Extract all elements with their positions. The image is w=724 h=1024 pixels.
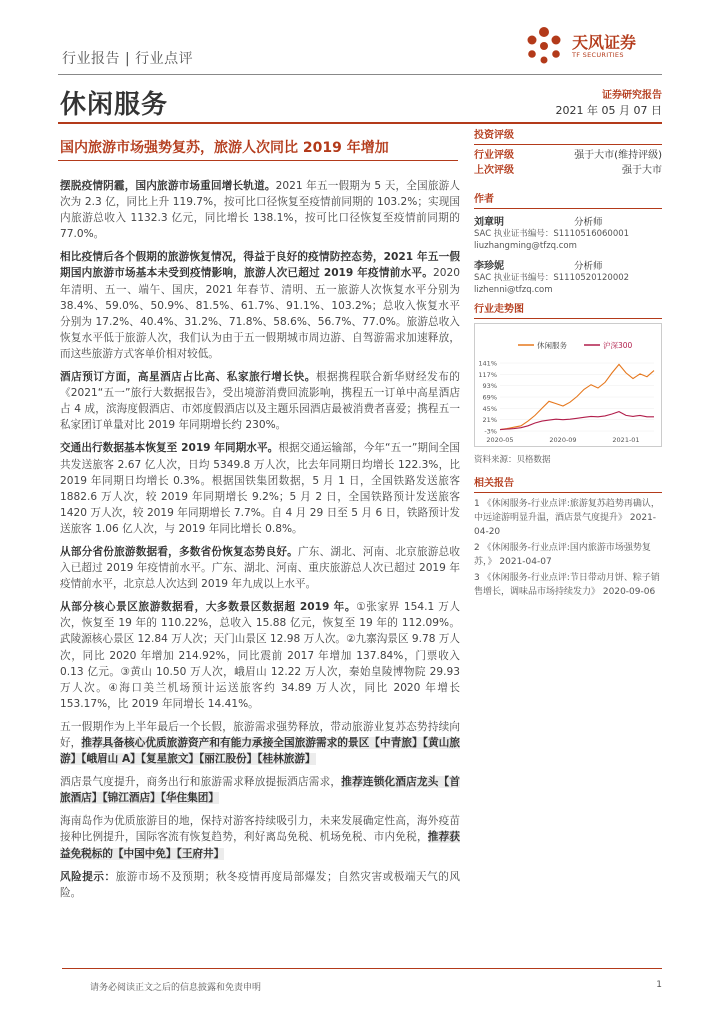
risk-paragraph <box>60 869 460 901</box>
prev-rating-row <box>474 163 662 178</box>
author-2-cert: SAC 执业证书编号：S1110520120002 <box>474 273 630 283</box>
p9-text: 海南岛作为优质旅游目的地，保持对游客持续吸引力，未来发展确定性高，海外疫苗接种比例提升，国际客流有恢复趋势，利好离岛免税、机场免税、市内免税， <box>60 815 460 844</box>
p3-lead: 酒店预订方面，高星酒店占比高、私家旅行增长快。 <box>60 371 316 384</box>
trend-title: 行业走势图 <box>474 300 662 319</box>
author-1 <box>474 213 662 252</box>
prev-rating-value: 强于大市 <box>622 165 662 176</box>
author-2-role: 分析师 <box>574 261 603 272</box>
industry-rating-row <box>474 148 662 163</box>
p4-lead: 交通出行数据基本恢复至 2019 年同期水平。 <box>60 442 279 455</box>
related-item-2[interactable] <box>474 541 662 569</box>
p2-text: 2020 年清明、五一、端午、国庆，2021 年春节、清明、五一旅游人次恢复水平分别为 38.4%、59.0%、50.9%、81.5%、61.7%、91.1%、103.2%；总收入恢复水平分别为 17.2%、40.4%、31.2%、71.8%、58.6%、56.7%、77.0%。旅游总收入恢复水平低于旅游人次，我们认为由于五一假期城市周边游、自驾游需求加速释放，而这些旅游方式客单价相对较低。 <box>60 267 460 360</box>
related-block <box>474 474 662 601</box>
related-list <box>474 497 662 599</box>
p2-lead: 相比疫情后各个假期的旅游恢复情况，得益于良好的疫情防控态势，2021 年五一假期国内旅游市场基本未受到疫情影响，旅游人次已超过 2019 年疫情前水平。 <box>60 251 460 280</box>
trend-chart <box>474 323 662 447</box>
p4-text: 根据交通运输部，今年“五一”期间全国共发送旅客 2.67 亿人次，日均 5349.8 万人次，比去年同期日均增长 122.3%，比 2019 年同期日均增长 0.3%。根据国铁集团数据，5 月 1 日，全国铁路发送旅客 1882.6 万人次，较 2019 年同期增长 9.2%；5 月 2 日，全国铁路预计发送旅客 1420 万人次，较 2019 年同期增长 7.7%。自 4 月 29 日至 5 月 6 日，铁路预计发送旅客 1.06 亿人次，与 2019 年同比增长 0.8%。 <box>60 442 460 535</box>
author-2 <box>474 257 662 296</box>
x-axis <box>486 436 639 444</box>
chart-source: 资料来源：贝格数据 <box>474 455 551 465</box>
p6-text: ①张家界 154.1 万人次，恢复至 19 年的 110.22%，总收入 15.88 亿元，恢复至 19 年的 112.09%。武陵源核心景区 12.84 万人次；天门山景区 12.98 万人次。②九寨沟景区 9.78 万人次，同比 2020 年增加 214.92%，同比震前 2017 年增加 137.84%，门票收入 0.13 亿元。③黄山 10.50 万人次，峨眉山 12.22 万人次，秦始皇陵博物院 29.93 万人次。④海口美兰机场预计运送旅客约 34.89 万人次，同比 2020 年增长 153.17%，比 2019 年同增长 14.41%。 <box>60 601 461 710</box>
risk-text: 旅游市场不及预期；秋冬疫情再度局部爆发；自然灾害或极端天气的风险。 <box>60 870 461 899</box>
p8-text: 酒店景气度提升，商务出行和旅游需求释放提振酒店需求， <box>60 776 342 789</box>
paragraph-8 <box>60 774 460 806</box>
x-tick-label: 2020-09 <box>549 436 577 444</box>
y-tick-label: -3% <box>484 427 497 436</box>
rating-block <box>474 126 662 178</box>
report-category: 行业报告 | 行业点评 <box>62 51 194 67</box>
related-3-text: 3 《休闲服务-行业点评:节日带动月饼、粽子销售增长，调味品市场持续发力》 <box>474 573 660 597</box>
industry-rating-label: 行业评级 <box>474 150 514 161</box>
rating-title: 投资评级 <box>474 126 662 145</box>
risk-lead: 风险提示： <box>60 870 116 883</box>
p9-recommend: 推荐获益免税标的【中国中免】【王府井】 <box>60 831 461 860</box>
p5-text: 广东、湖北、河南、北京旅游总收入已超过 2019 年疫情前水平。广东、湖北、河南、重庆旅游总人次已超过 2019 年疫情前水平，北京总人次达到 2019 年九成以上水平。 <box>60 545 460 591</box>
paragraph-6 <box>60 599 460 712</box>
p7-text: 五一假期作为上半年最后一个长假，旅游需求强势释放，带动旅游业复苏态势持续向好， <box>60 720 460 749</box>
tf-logo-icon <box>520 24 568 70</box>
related-2-date: 2021-04-07 <box>499 557 552 567</box>
y-tick-label: 69% <box>482 393 497 402</box>
paragraph-4 <box>60 440 460 537</box>
brand-name: 天风证券 <box>572 33 637 52</box>
page-number: 1 <box>656 980 662 990</box>
author-2-email[interactable]: lizhenni@tfzq.com <box>474 285 553 295</box>
paragraph-9 <box>60 813 460 861</box>
p5-lead: 从部分省份旅游数据看，多数省份恢复态势良好。 <box>60 545 298 558</box>
industry-rating-value: 强于大市(维持评级) <box>574 150 662 161</box>
paragraph-3 <box>60 369 460 433</box>
report-date: 2021 年 05 月 07 日 <box>555 104 662 117</box>
y-tick-label: 117% <box>478 370 497 379</box>
author-title: 作者 <box>474 190 662 209</box>
related-1-text: 1 《休闲服务-行业点评:旅游复苏趋势再确认，中远途游明显升温，酒店景气度提升》 <box>474 499 660 523</box>
author-1-email[interactable]: liuzhangming@tfzq.com <box>474 241 577 251</box>
paragraph-1 <box>60 178 460 242</box>
y-tick-label: 21% <box>482 416 497 425</box>
author-block <box>474 190 662 296</box>
x-tick-label: 2021-01 <box>612 436 640 444</box>
title-divider <box>58 122 662 124</box>
related-3-date: 2020-09-06 <box>602 587 656 597</box>
legend-label-leisure: 休闲服务 <box>537 341 567 350</box>
author-1-role: 分析师 <box>574 217 603 228</box>
related-item-3[interactable] <box>474 571 662 599</box>
related-item-1[interactable] <box>474 497 662 539</box>
author-2-name: 李珍妮 <box>474 261 504 272</box>
p7-recommend: 推荐具备核心优质旅游资产和有能力承接全国旅游需求的景区【中青旅】【黄山旅游】【峨眉山 A】【复星旅文】【丽江股份】【桂林旅游】 <box>60 737 461 766</box>
prev-rating-label: 上次评级 <box>474 165 514 176</box>
y-tick-label: 93% <box>482 382 497 391</box>
trend-block <box>474 300 662 466</box>
x-tick-label: 2020-05 <box>486 436 514 444</box>
related-title: 相关报告 <box>474 474 662 493</box>
brand-logo <box>520 24 670 70</box>
p3-text: 根据携程联合新华财经发布的《2021“五一”旅行大数据报告》，受出境游消费回流影响，携程五一订单中高星酒店占 4 成，滨海度假酒店、市郊度假酒店以及主题乐园酒店最被消费者喜爱；携程五一私家团订单量对比 2019 年同期增长约 230%。 <box>60 371 461 432</box>
legend-label-csi300: 沪深300 <box>603 341 633 350</box>
paragraph-5 <box>60 544 460 592</box>
p1-text: 2021 年五一假期为 5 天，全国旅游人次为 2.3 亿，同比上升 119.7%，按可比口径恢复至疫情前同期的 103.2%；实现国内旅游总收入 1132.3 亿元，同比增长 138.1%，按可比口径恢复至疫情前同期的 77.0%。 <box>60 180 461 241</box>
footer-divider <box>62 968 662 969</box>
y-tick-label: 141% <box>478 359 497 368</box>
author-1-name: 刘章明 <box>474 217 504 228</box>
p8-recommend: 推荐连锁化酒店龙头【首旅酒店】【锦江酒店】【华住集团】 <box>60 776 461 805</box>
main-body <box>60 178 460 908</box>
header-divider <box>58 74 662 75</box>
chart-frame <box>475 324 662 447</box>
p1-lead: 摆脱疫情阴霾，国内旅游市场重回增长轨道。 <box>60 180 276 192</box>
sector-title: 休闲服务 <box>60 90 169 120</box>
author-1-cert: SAC 执业证书编号：S1110516060001 <box>474 229 630 239</box>
brand-sub: TF SECURITIES <box>572 51 624 59</box>
related-2-text: 2 《休闲服务-行业点评:国内旅游市场强势复苏，》 <box>474 543 651 567</box>
report-type: 证券研究报告 <box>602 90 662 101</box>
paragraph-2 <box>60 249 460 362</box>
headline-underline <box>58 160 458 161</box>
headline: 国内旅游市场强势复苏，旅游人次同比 2019 年增加 <box>60 140 389 156</box>
y-tick-label: 45% <box>482 404 497 413</box>
related-1-date: 2021-04-20 <box>474 513 657 537</box>
paragraph-7 <box>60 719 460 767</box>
p6-lead: 从部分核心景区旅游数据看，大多数景区数据超 2019 年。 <box>60 601 357 614</box>
footer-disclaimer: 请务必阅读正文之后的信息披露和免责申明 <box>90 983 262 993</box>
